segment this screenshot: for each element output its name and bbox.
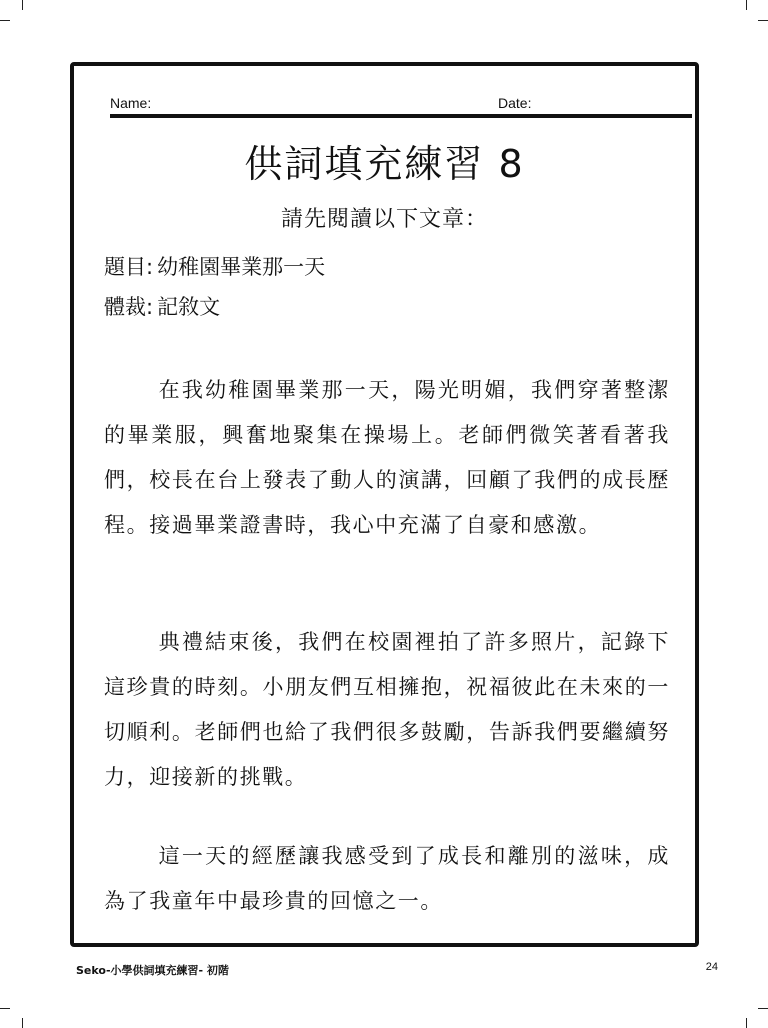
topic-label: 題目: [104,255,154,279]
crop-mark [22,1018,23,1028]
date-label: Date: [498,95,532,111]
topic-value: 幼稚園畢業那一天 [157,255,326,279]
genre-line [104,292,220,322]
paragraph-2: 典禮結束後，我們在校園裡拍了許多照片，記錄下這珍貴的時刻。小朋友們互相擁抱，祝福彼此在未來的一切順利。老師們也給了我們很多鼓勵，告訴我們要繼續努力，迎接新的挑戰。 [104,630,670,789]
genre-label: 體裁: [104,295,154,319]
paragraph-3: 這一天的經歷讓我感受到了成長和離別的滋味，成為了我童年中最珍貴的回憶之一。 [104,844,670,913]
instruction-text: 請先閱讀以下文章： [280,207,488,232]
name-label: Name: [110,95,152,111]
footer-title: Seko-小學供詞填充練習- 初階 [76,964,229,977]
paragraph-1: 在我幼稚園畢業那一天，陽光明媚，我們穿著整潔的畢業服，興奮地聚集在操場上。老師們微笑著看著我們，校長在台上發表了動人的演講，回顧了我們的成長歷程。接過畢業證書時，我心中充滿了自豪和感激。 [104,378,670,537]
crop-mark [22,0,23,10]
header-underline [110,114,692,118]
crop-mark [758,1008,768,1009]
crop-mark [746,1018,747,1028]
page-number: 24 [705,961,718,973]
topic-line [104,252,325,282]
crop-mark [746,0,747,10]
page-title: 供詞填充練習 8 [244,142,525,186]
crop-mark [0,20,10,21]
genre-value: 記敘文 [157,295,221,319]
crop-mark [758,20,768,21]
crop-mark [0,1008,10,1009]
